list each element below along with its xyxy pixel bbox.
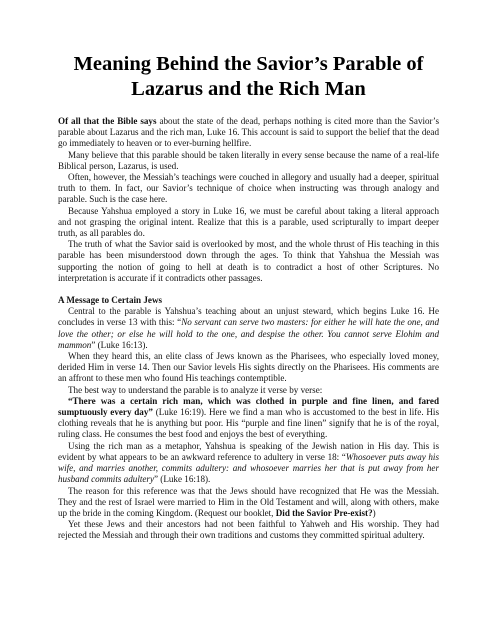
paragraph-section-4 — [58, 396, 439, 441]
scripture-quote: No servant can serve two masters: for either he will hate the one, and love the other; or else he will hold to the one, and despise the other. You cannot serve Elohim and mammon — [58, 317, 439, 350]
scripture-quote: Whosoever puts away his wife, and marries another, commits adultery: and whosoever marries her that is put away from her husband commits adultery — [58, 451, 439, 485]
section-heading: A Message to Certain Jews — [58, 295, 163, 306]
paragraph-section-5 — [58, 441, 439, 486]
paragraph-section-1 — [58, 306, 439, 351]
paragraph-intro-5: The truth of what the Savior said is overlooked by most, and the whole thrust of His teaching in this parable has been misunderstood down through the ages. To think that Yahshua the Messiah was supporting the notion of going to hell at death is to contradict a host of other Scriptures. No interpretation is accurate if it contradicts other passages. — [58, 239, 439, 283]
article-body — [58, 116, 439, 542]
scripture-quote-bold: “There was a certain rich man, which was clothed in purple and fine linen, and fared sumptuously every day” — [58, 395, 439, 418]
paragraph-intro-3: Often, however, the Messiah’s teachings were couched in allegory and usually had a deeper, spiritual truth to them. In fact, our Savior’s technique of choice when instructing was through analogy and parable. Such is the case here. — [58, 172, 439, 205]
text-span: Central to the parable is Yahshua’s teaching about an unjust steward, which begins Luke 16. He concludes in verse 13 with this: “ — [58, 306, 439, 328]
text-span: ) — [372, 507, 376, 518]
paragraph-section-6 — [58, 486, 439, 520]
paragraph-intro-4: Because Yahshua employed a story in Luke 16, we must be careful about taking a literal approach and not grasping the original intent. Realize that this is a parable, used scripturally to impart deeper truth, as all parables do. — [58, 205, 439, 239]
title-line-1: Meaning Behind the Savior’s Parable of — [73, 53, 424, 75]
text-span: The reason for this reference was that the Jews should have recognized that He was the Messiah. They and the rest of Israel were married to Him in the Old Testament and will, along with others, make up the bride in the coming Kingdom. (Request our booklet, — [58, 485, 439, 518]
booklet-title: Did the Savior Pre-exist? — [275, 507, 373, 518]
paragraph-section-7: Yet these Jews and their ancestors had not been faithful to Yahweh and His worship. They had rejected the Messiah and through their own traditions and customs they committed spiritual adultery. — [58, 519, 439, 541]
paragraph-section-2: When they heard this, an elite class of Jews known as the Pharisees, who especially loved money, derided Him in verse 14. Then our Savior levels His sights directly on the Pharisees. His comments are an affront to these men who found His teachings contemptible. — [58, 351, 439, 384]
text-span: (Luke 16:19). Here we find a man who is accustomed to the best in life. His clothing reveals that he is anything but poor. His “purple and fine linen” signify that he is of the royal, ruling class. He consumes the best food and enjoys the best of everything. — [58, 407, 439, 440]
text-span: ” (Luke 16:18). — [153, 474, 211, 485]
paragraph-intro-2: Many believe that this parable should be taken literally in every sense because the name of a real-life Biblical person, Lazarus, is used. — [58, 149, 439, 171]
lead-rest: about the state of the dead, perhaps nothing is cited more than the Savior’s parable about Lazarus and the rich man, Luke 16. This account is said to support the belief that the dead go immediately to heaven or to ever-burning hellfire. — [58, 116, 439, 149]
paragraph-intro-1 — [58, 116, 439, 150]
text-span: Using the rich man as a metaphor, Yahshua is speaking of the Jewish nation in His day. This is evident by what appears to be an awkward reference to adultery in verse 18: “ — [58, 440, 439, 462]
page-title — [58, 52, 439, 102]
lead-phrase: Of all that the Bible says — [58, 116, 157, 126]
paragraph-section-3: The best way to understand the parable is to analyze it verse by verse: — [68, 384, 323, 395]
text-span: ” (Luke 16:13). — [91, 339, 148, 350]
title-line-2: Lazarus and the Rich Man — [131, 78, 366, 100]
